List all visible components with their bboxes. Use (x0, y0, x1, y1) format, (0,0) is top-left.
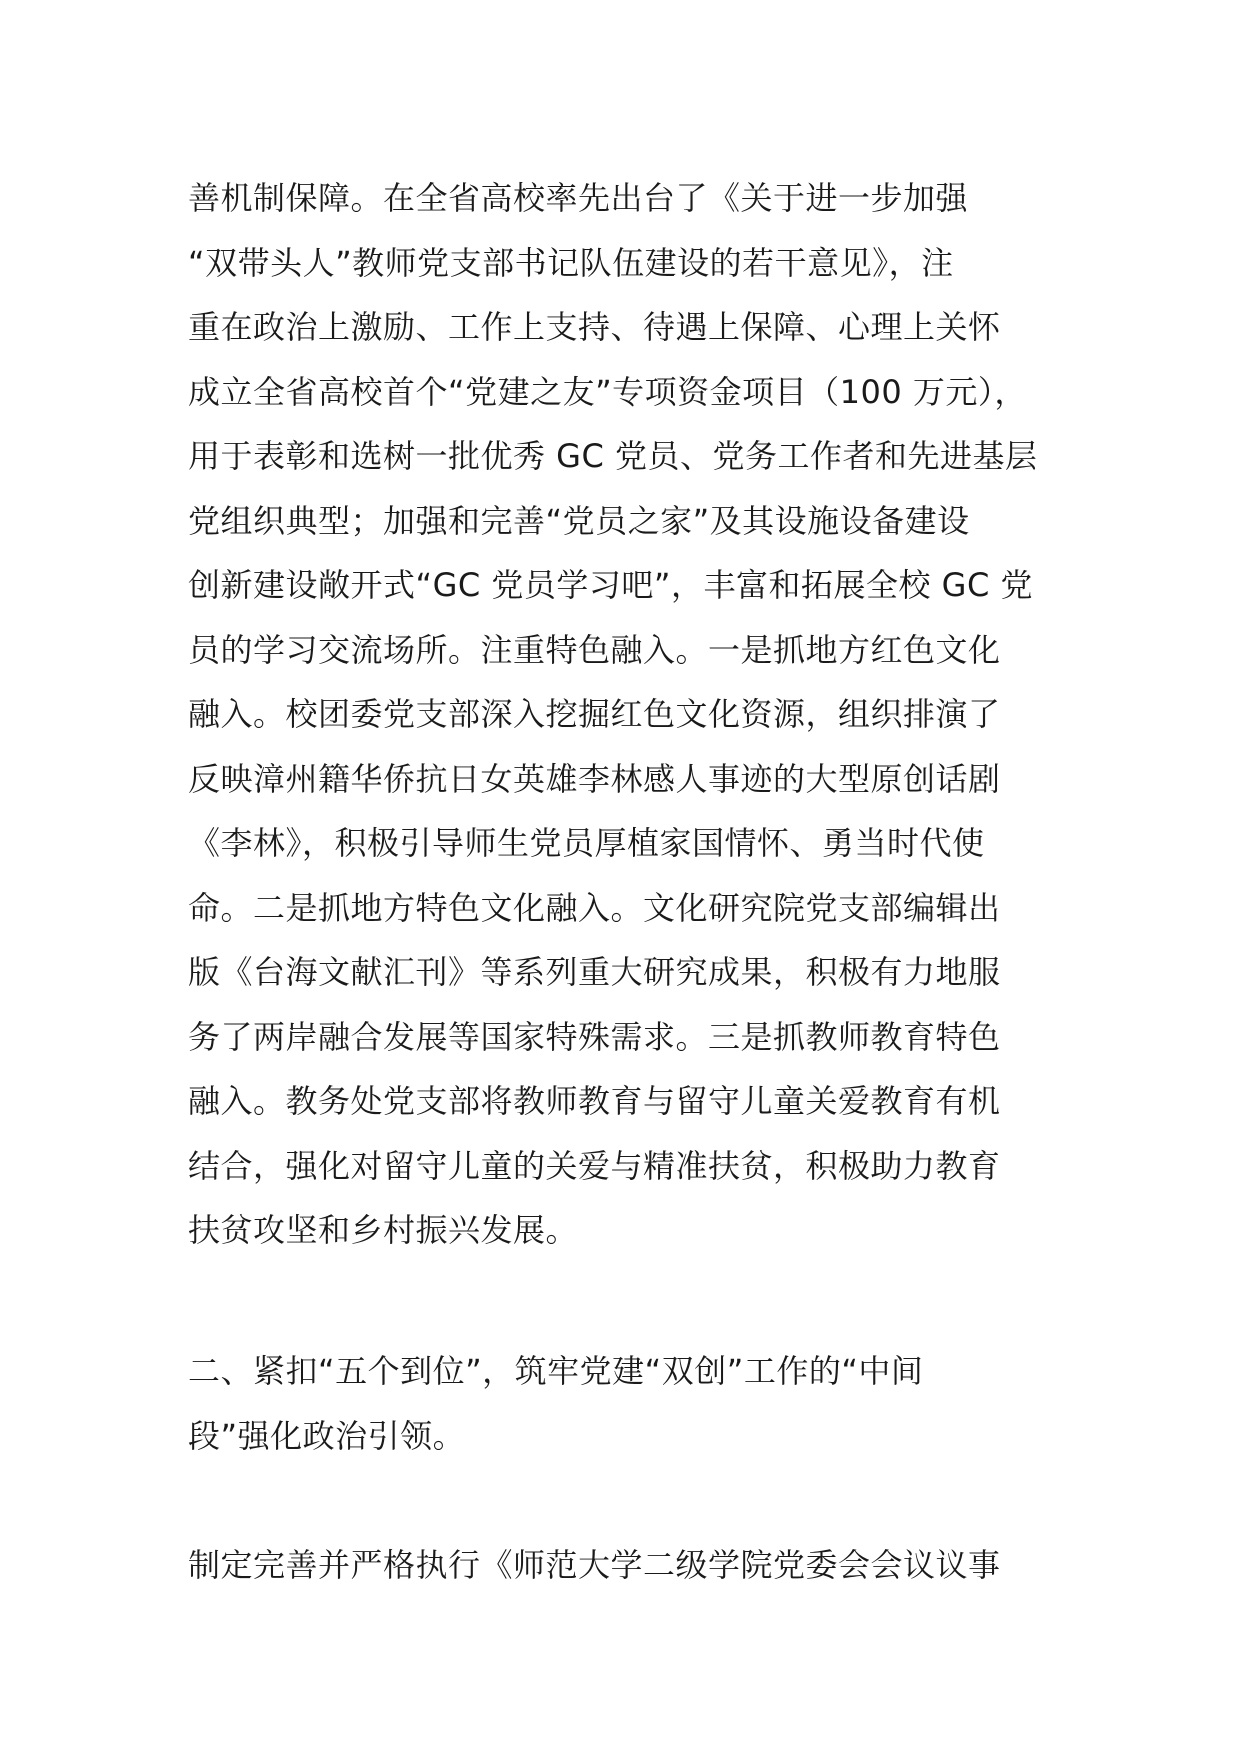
text-line: 融入。校团委党支部深入挖掘红色文化资源，组织排演了 (188, 695, 1001, 733)
text-line: 员的学习交流场所。注重特色融入。一是抓地方红色文化 (188, 630, 1001, 669)
section-heading (188, 1339, 1088, 1468)
text-line: “双带头人”教师党支部书记队伍建设的若干意见》，注 (188, 243, 954, 282)
text-line: 务了两岸融合发展等国家特殊需求。三是抓教师教育特色 (188, 1017, 1001, 1056)
text-line: 扶贫攻坚和乡村振兴发展。 (188, 1211, 579, 1249)
body-paragraph (188, 1533, 1088, 1598)
text-line: 党组织典型；加强和完善“党员之家”及其设施设备建设 (188, 501, 970, 540)
text-line: 重在政治上激励、工作上支持、待遇上保障、心理上关怀 (188, 308, 1001, 346)
heading-line: 二、紧扣“五个到位”，筑牢党建“双创”工作的“中间 (188, 1352, 924, 1390)
heading-line: 段”强化政治引领。 (188, 1416, 466, 1455)
text-line: 善机制保障。在全省高校率先出台了《关于进一步加强 (188, 179, 969, 217)
text-line: 融入。教务处党支部将教师教育与留守儿童关爱教育有机 (188, 1082, 1001, 1120)
text-line: 反映漳州籍华侨抗日女英雄李林感人事迹的大型原创话剧 (188, 759, 1001, 798)
text-line: 版《台海文献汇刊》等系列重大研究成果，积极有力地服 (188, 953, 1001, 991)
text-line: 制定完善并严格执行《师范大学二级学院党委会会议议事 (188, 1546, 1001, 1584)
text-line: 结合，强化对留守儿童的关爱与精准扶贫，积极助力教育 (188, 1146, 1001, 1185)
text-line: 用于表彰和选树一批优秀 GC 党员、党务工作者和先进基层 (188, 437, 1038, 475)
text-line: 成立全省高校首个“党建之友”专项资金项目（100 万元）， (188, 372, 1027, 411)
text-line: 命。二是抓地方特色文化融入。文化研究院党支部编辑出 (188, 888, 1001, 927)
text-line: 《李林》，积极引导师生党员厚植家国情怀、勇当时代使 (188, 824, 985, 862)
text-line: 创新建设敞开式“GC 党员学习吧”，丰富和拓展全校 GC 党 (188, 566, 1033, 604)
body-paragraph (188, 166, 1088, 1263)
